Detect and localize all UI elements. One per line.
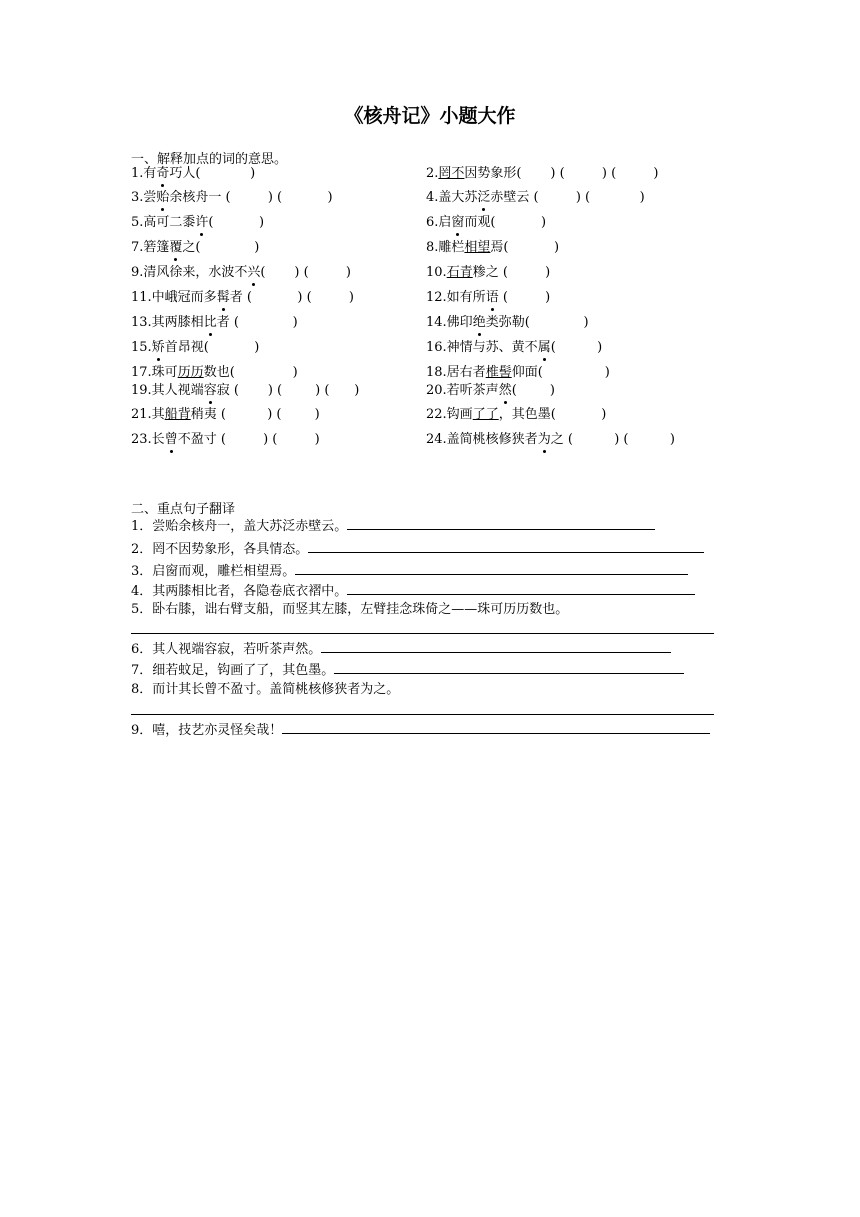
vocab-suffix: 赤壁云 ( ) ( ) (490, 190, 645, 205)
vocab-keyword: 船背 (164, 407, 191, 422)
vocab-keyword: 许 (195, 215, 209, 230)
vocab-keyword: 罔不 (438, 166, 465, 181)
vocab-prefix: 17.珠可 (131, 365, 178, 380)
vocab-prefix: 3.尝 (131, 190, 157, 205)
vocab-keyword: 属 (537, 340, 551, 355)
vocab-suffix: 之( ) (182, 240, 260, 255)
translation-sentence-6[interactable]: 6．其人视端容寂，若听茶声然。 (131, 640, 671, 658)
vocab-item-10[interactable] (426, 265, 550, 281)
vocab-keyword: 曾 (164, 432, 178, 447)
vocab-prefix: 12.如有所 (426, 290, 486, 305)
translation-sentence-8: 8．而计其长曾不盈寸。盖简桃核修狭者为之。 (131, 682, 400, 697)
vocab-suffix: ( ) ( ) (260, 265, 351, 280)
vocab-item-15[interactable] (131, 340, 259, 356)
vocab-item-2[interactable] (426, 166, 658, 182)
vocab-suffix: ，其色墨( ) (498, 407, 607, 422)
vocab-prefix: 15. (131, 340, 152, 355)
vocab-keyword: 比 (203, 315, 217, 330)
vocab-keyword: 奇 (156, 166, 170, 181)
vocab-keyword: 髯 (216, 290, 230, 305)
vocab-keyword: 矫 (151, 340, 165, 355)
vocab-prefix: 24.盖简桃核修狭者 (426, 432, 538, 447)
vocab-suffix: ( ) (498, 290, 551, 305)
vocab-suffix: 首昂视( ) (164, 340, 260, 355)
vocab-item-3[interactable] (131, 190, 333, 206)
vocab-prefix: 23.长 (131, 432, 165, 447)
vocab-suffix: 焉( ) (490, 240, 560, 255)
vocab-item-14[interactable] (426, 315, 589, 331)
vocab-keyword: 历历 (177, 365, 204, 380)
vocab-item-23[interactable] (131, 432, 320, 448)
vocab-prefix: 10. (426, 265, 447, 280)
vocab-item-16[interactable] (426, 340, 602, 356)
vocab-item-17[interactable] (131, 365, 298, 381)
vocab-suffix: 类弥勒( ) (485, 315, 589, 330)
vocab-item-6[interactable] (426, 215, 546, 231)
section-2-heading: 二、重点句子翻译 (131, 502, 236, 517)
vocab-prefix: 4.盖大苏 (426, 190, 478, 205)
vocab-suffix: 数也( ) (203, 365, 298, 380)
vocab-prefix: 22.钩画 (426, 407, 473, 422)
translation-sentence-7[interactable]: 7．细若蚊足，钩画了了，其色墨。 (131, 661, 684, 679)
translation-sentence-2[interactable]: 2．罔不因势象形，各具情态。 (131, 540, 704, 558)
vocab-prefix: 21.其 (131, 407, 165, 422)
vocab-suffix: 余核舟一 ( ) ( ) (169, 190, 333, 205)
vocab-keyword: 相望 (464, 240, 491, 255)
vocab-suffix: ( ) (511, 383, 555, 398)
vocab-suffix: ( ) (550, 340, 603, 355)
vocab-prefix: 14.佛印 (426, 315, 473, 330)
vocab-suffix: 糁之 ( ) (472, 265, 551, 280)
vocab-item-13[interactable] (131, 315, 298, 331)
vocab-item-1[interactable] (131, 166, 255, 182)
vocab-item-21[interactable] (131, 407, 320, 423)
vocab-keyword: 容 (203, 383, 217, 398)
vocab-suffix: 稍夷 ( ) ( ) (190, 407, 320, 422)
vocab-prefix: 9.清风徐来，水波不 (131, 265, 248, 280)
translation-sentence-4[interactable]: 4．其两膝相比者，各隐卷底衣褶中。 (131, 582, 695, 600)
vocab-suffix: 巧人( ) (169, 166, 256, 181)
vocab-prefix: 8.雕栏 (426, 240, 465, 255)
vocab-suffix: ( ) (208, 215, 265, 230)
vocab-prefix: 2. (426, 166, 439, 181)
vocab-prefix: 11.中峨冠而多 (131, 290, 217, 305)
vocab-suffix: 者 ( ) ( ) (229, 290, 354, 305)
vocab-keyword: 语 (485, 290, 499, 305)
vocab-keyword: 绝 (472, 315, 486, 330)
vocab-keyword: 泛 (477, 190, 491, 205)
translation-sentence-3[interactable]: 3．启窗而观，雕栏相望焉。 (131, 562, 688, 580)
vocab-item-8[interactable] (426, 240, 559, 256)
vocab-prefix: 6.启 (426, 215, 452, 230)
vocab-keyword: 为 (537, 432, 551, 447)
vocab-item-18[interactable] (426, 365, 610, 381)
vocab-item-5[interactable] (131, 215, 264, 231)
vocab-keyword: 石青 (446, 265, 473, 280)
vocab-keyword: 了了 (472, 407, 499, 422)
page-title: 《核舟记》小题大作 (344, 105, 516, 127)
vocab-keyword: 椎髻 (485, 365, 512, 380)
answer-line-5[interactable] (131, 633, 714, 634)
section-1-heading: 一、解释加点的词的意思。 (131, 152, 288, 167)
vocab-prefix: 5.高可二黍 (131, 215, 196, 230)
vocab-keyword: 然 (498, 383, 512, 398)
vocab-prefix: 1.有 (131, 166, 157, 181)
translation-sentence-9[interactable]: 9．嘻，技艺亦灵怪矣哉！ (131, 721, 710, 739)
vocab-item-20[interactable] (426, 383, 555, 399)
vocab-keyword: 窗 (451, 215, 465, 230)
vocab-keyword: 覆 (169, 240, 183, 255)
vocab-prefix: 13.其两膝相 (131, 315, 204, 330)
vocab-suffix: 因势象形( ) ( ) ( ) (464, 166, 659, 181)
vocab-prefix: 16.神情与苏、黄不 (426, 340, 538, 355)
vocab-item-4[interactable] (426, 190, 645, 206)
vocab-suffix: 者 ( ) (216, 315, 298, 330)
vocab-prefix: 7.箬篷 (131, 240, 170, 255)
translation-sentence-5: 5．卧右膝，诎右臂支船，而竖其左膝，左臂挂念珠倚之——珠可历历数也。 (131, 602, 569, 617)
vocab-item-22[interactable] (426, 407, 606, 423)
vocab-suffix: 不盈寸 ( ) ( ) (177, 432, 320, 447)
vocab-suffix: 寂 ( ) ( ) ( ) (216, 383, 360, 398)
vocab-prefix: 19.其人视端 (131, 383, 204, 398)
vocab-keyword: 贻 (156, 190, 170, 205)
vocab-item-24[interactable] (426, 432, 675, 448)
vocab-prefix: 18.居右者 (426, 365, 486, 380)
vocab-item-11[interactable] (131, 290, 354, 306)
vocab-item-19[interactable] (131, 383, 359, 399)
vocab-prefix: 20.若听茶声 (426, 383, 499, 398)
vocab-suffix: 仰面( ) (511, 365, 610, 380)
vocab-item-12[interactable] (426, 290, 550, 306)
vocab-suffix: 之 ( ) ( ) (550, 432, 675, 447)
answer-line-8[interactable] (131, 714, 714, 715)
translation-sentence-1[interactable]: 1．尝贻余核舟一，盖大苏泛赤壁云。 (131, 517, 655, 535)
vocab-item-7[interactable] (131, 240, 259, 256)
vocab-keyword: 兴 (247, 265, 261, 280)
vocab-suffix: 而观( ) (464, 215, 547, 230)
vocab-item-9[interactable] (131, 265, 351, 281)
